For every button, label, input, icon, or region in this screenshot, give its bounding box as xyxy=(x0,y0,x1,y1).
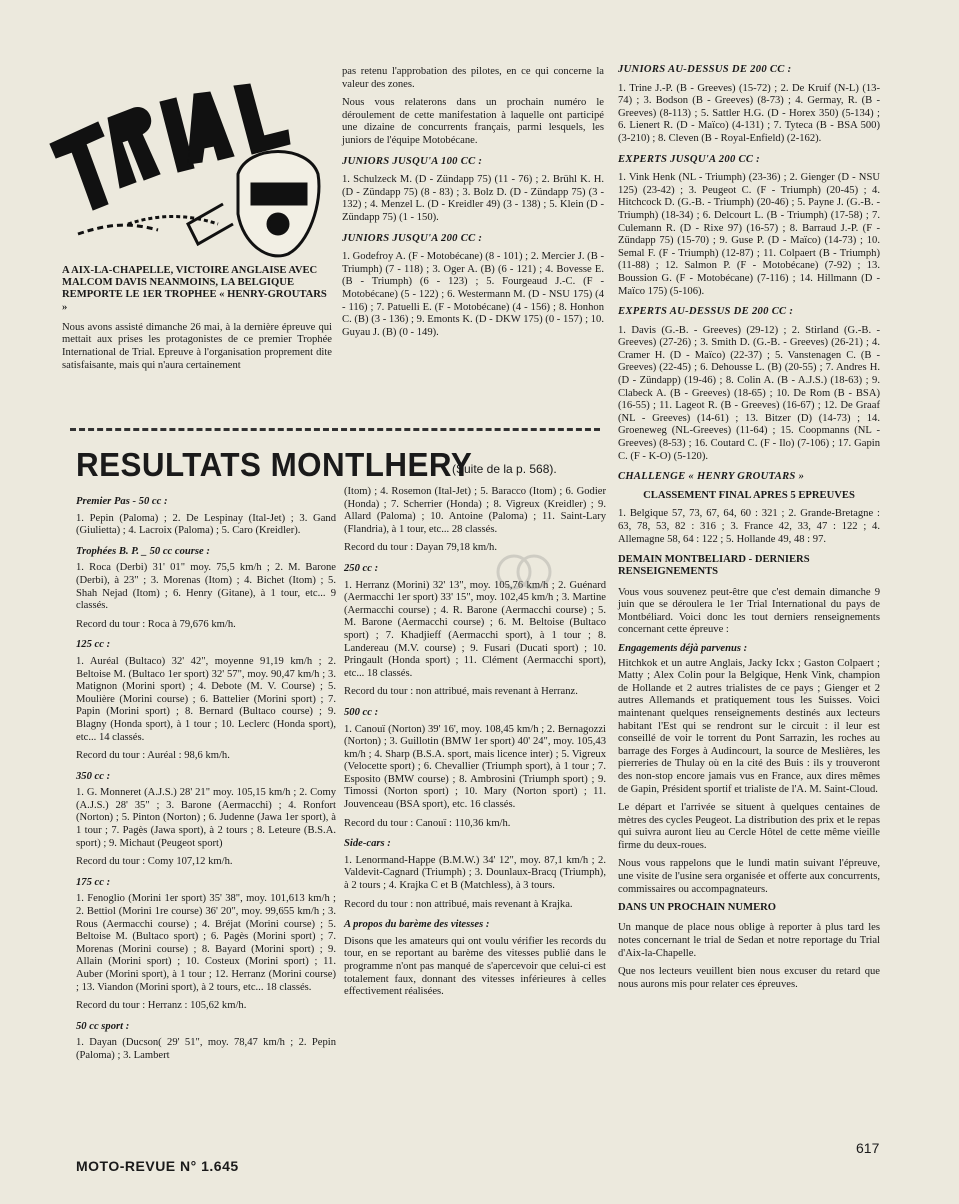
intro-paragraph-2: pas retenu l'approbation des pilotes, en ce qui concerne la valeur des zones. xyxy=(342,66,604,90)
watermark-logo xyxy=(494,552,554,592)
challenge-heading: CHALLENGE « HENRY GROUTARS » xyxy=(618,471,805,483)
trophees-heading: Trophées B. P. _ 50 cc course : xyxy=(76,545,210,557)
class-500-record: Record du tour : Canouï : 110,36 km/h. xyxy=(344,817,511,829)
right-column xyxy=(618,64,880,997)
trophees-record: Record du tour : Roca à 79,676 km/h. xyxy=(76,618,236,630)
engagements-label: Engagements déjà parvenus : xyxy=(618,642,748,654)
magazine-issue: MOTO-REVUE N° 1.645 xyxy=(76,1158,239,1174)
sidecars-heading: Side-cars : xyxy=(344,838,391,850)
experts-over-200-heading: EXPERTS AU-DESSUS DE 200 CC : xyxy=(618,306,794,318)
juniors-over-200-results: 1. Trine J.-P. (B - Greeves) (15-72) ; 2. De Kruif (N-L) (13-74) ; 3. Bodson (B - Greeves) (8-73) ; 4. Germay, R. (B - Greeves) (8-113) ; 5. Sattler H.G. (D - Horex 350) (5-134) ; 6. Lienert R. (D - Maïco) (4-131) ; 7. Tyteca (B - BSA 500) (3-210) ; 8. Cleven (B - Royal-Enfield) (2-162). xyxy=(618,82,880,144)
class-125-heading: 125 cc : xyxy=(76,639,111,651)
class-175-heading: 175 cc : xyxy=(76,876,111,888)
class-350-record: Record du tour : Comy 107,12 km/h. xyxy=(76,856,233,868)
prochain-heading: DANS UN PROCHAIN NUMERO xyxy=(618,902,777,914)
intro-paragraph-3: Nous vous relaterons dans un prochain numéro le déroulement de cette manifestation à laquelle ont participé une dizaine de concurrents français, parmi lesquels, les juniors de l'équipe Motobécane. xyxy=(342,97,604,146)
intro-left-column xyxy=(62,265,332,378)
juniors-100-results: 1. Schulzeck M. (D - Zündapp 75) (11 - 76) ; 2. Brühl K. H. (D - Zündapp 75) (8 - 83) ; 3. Bolz D. (D - Zündapp 75) (3 - 132) ; 4. Menzel L. (D - Kreidler 49) (3 - 138) ; 5. Klein (D - Zündapp 75) (1 - 150). xyxy=(342,174,604,223)
experts-200-heading: EXPERTS JUSQU'A 200 CC : xyxy=(618,153,761,165)
results-left-column xyxy=(76,488,336,1069)
trophees-results: 1. Roca (Derbi) 31' 01" moy. 75,5 km/h ; 2. M. Barone (Derbi), à 23" ; 3. Morenas (Itom) ; 4. Bichet (Itom) ; 5. Shah Nejad (Itom) ; 6. Henry (Gitane), à 1 tour, etc... 9 classés. xyxy=(76,562,336,612)
premier-pas-results: 1. Pepin (Paloma) ; 2. De Lespinay (Ital-Jet) ; 3. Gand (Giulietta) ; 4. Lacroix (Paloma) ; 5. Caro (Kreidler). xyxy=(76,512,336,537)
juniors-200-results: 1. Godefroy A. (F - Motobécane) (8 - 101) ; 2. Mercier J. (B - Triumph) (7 - 118) ; 3. Oger A. (B) (6 - 121) ; 4. Bovesse E. (B - Triumph) (6 - 123) ; 5. Fourgeaud J.-C. (F - Motobécane) (5 - 122) ; 6. Westermann M. (D - NSU 175) (4 - 116) ; 7. Patuelli E. (F - Motobécane) (4 - 156) ; 8. Honhon C. (B) (3 - 136) ; 9. Emonts K. (D - DKW 175) (0 - 157) ; 10. Guyau J. (B) (0 - 149). xyxy=(342,251,604,338)
sidecars-results: 1. Lenormand-Happe (B.M.W.) 34' 12", moy. 87,1 km/h ; 2. Valdevit-Cagnard (Triumph) ; 3. Dounlaux-Bracq (Triumph), à 2 tours ; 4. Krajka C et B (Matchless), à 3 tours. xyxy=(344,854,606,892)
juniors-200-heading: JUNIORS JUSQU'A 200 CC : xyxy=(342,232,483,244)
demain-paragraph-2: Hitchkok et un autre Anglais, Jacky Ickx ; Gaston Colpaert ; Matty ; Alex Colin pour la Belgique, Henk Vink, champion de Hollande et 2 autres trialistes de ce pays ; Gienger et 2 autres Allemands et pratiquement tous les Suisses. Voici maintenant quelques renseignements destinés aux lecteurs habitant l'Est qui se rendront sur le circuit : il leur est conseillé de voir le torrent du Pont Sarrazin, les roches au barrage des Forges à Audincourt, la source de Meslières, les pierreries de Thulay où en la cité des Buis : ils y trouveront des non-stop encore jamais vus en France, aux dires mêmes de Gapin, Président sportif et trialiste de l'A. M. Saint-Cloud. xyxy=(618,657,880,795)
challenge-results: 1. Belgique 57, 73, 67, 64, 60 : 321 ; 2. Grande-Bretagne : 63, 78, 53, 82 : 316 ; 3. France 42, 33, 47 : 122 ; 4. Allemagne 58, 64 : 122 ; 5. Hollande 49, 48 : 97. xyxy=(618,508,880,545)
demain-paragraph-1: Vous vous souvenez peut-être que c'est demain dimanche 9 juin que se déroulera le 1er Trial International du pays de Montbéliard. Voici donc les tout derniers renseignements concernant cette épreuve : xyxy=(618,586,880,636)
class-250-results: 1. Herranz (Morini) 32' 13", moy. 105,76 km/h ; 2. Guénard (Aermacchi 1er sport) 33' 15", moy. 102,45 km/h ; 3. Martine (Aermacchi course) ; 4. R. Barone (Aermacchi course) ; 5. M. Barone (Aermacchi course) ; 6. M. Beltoise (Bultaco sport) ; 7. Khadjieff (Aermacchi sport), à 1 tour ; 8. Landereau (M.V. course) ; 9. Fusari (Ducati sport) ; 10. Pringault (Honda sport) ; 11. Clément (Aermacchi sport), etc... 18 classés. xyxy=(344,579,606,679)
demain-paragraph-3: Nous vous rappelons que le lundi matin suivant l'épreuve, une visite de l'usine sera organisée et offerte aux concurrents, commissaires ou accompagnateurs. xyxy=(618,858,880,895)
class-50-sport-results-cont: (Itom) ; 4. Rosemon (Ital-Jet) ; 5. Baracco (Itom) ; 6. Godier (Honda) ; 7. Scherrier (Honda) ; 8. Vigreux (Kreidler) ; 9. Allard (Paloma) ; 10. Antoine (Paloma) ; 11. Saint-Lary (Flandria), à 1 tour, etc... 28 classés. xyxy=(344,486,606,535)
class-350-heading: 350 cc : xyxy=(76,770,111,782)
demain-heading: DEMAIN MONTBELIARD - DERNIERS RENSEIGNEMENTS xyxy=(618,554,810,578)
class-350-results: 1. G. Monneret (A.J.S.) 28' 21" moy. 105,15 km/h ; 2. Comy (A.J.S.) 28' 35" ; 3. Barone (Aermacchi) ; 4. Ronfort (Norton) ; 5. Pinton (Norton) ; 6. Judenne (Jawa 1er sport), à 1 tour ; 7. Pagès (Jawa sport), à 2 tours ; 8. Leteure (B.S.A. sport) ; 9. Michaut (Peugeot sport) xyxy=(76,787,336,849)
intro-paragraph-1: Nous avons assisté dimanche 26 mai, à la dernière épreuve qui mettait aux prises les protagonistes de ce premier Trophée International de Trial. Epreuve à l'organisation proprement dite satisfaisante, mais qui n'aura certainement xyxy=(62,321,332,371)
class-50-sport-results: 1. Dayan (Ducson( 29' 51", moy. 78,47 km/h ; 2. Pepin (Paloma) ; 3. Lambert xyxy=(76,1037,336,1061)
prochain-paragraph-1: Un manque de place nous oblige à reporter à plus tard les notes concernant le trial de Sedan et notre reportage du Trial d'Aix-la-Chapelle. xyxy=(618,922,880,959)
class-125-results: 1. Auréal (Bultaco) 32' 42", moyenne 91,19 km/h ; 2. Beltoise M. (Bultaco 1er sport) 32' 57", moy. 90,47 km/h ; 3. Matignon (Morini sport) ; 4. Debote (M. V. Course) ; 5. Moulière (Morini course) ; 6. Battelier (Morini sport) ; 7. Papin (Morini sport) ; 8. Bernard (Bultaco course) ; 9. Blagny (Honda sport), à 1 tour ; 10. Leclerc (Honda sport), etc... 14 classés. xyxy=(76,655,336,743)
sidecars-record: Record du tour : non attribué, mais revenant à Krajka. xyxy=(344,898,573,910)
prochain-paragraph-2: Que nos lecteurs veuillent bien nous excuser du retard que nous aurons mis pour relater ces épreuves. xyxy=(618,966,880,990)
class-250-heading: 250 cc : xyxy=(344,562,379,574)
results-continued-note: (Suite de la p. 568). xyxy=(452,462,557,476)
class-175-record: Record du tour : Herranz : 105,62 km/h. xyxy=(76,1000,247,1012)
results-middle-column xyxy=(344,486,606,1005)
class-125-record: Record du tour : Auréal : 98,6 km/h. xyxy=(76,750,230,762)
class-50-sport-heading: 50 cc sport : xyxy=(76,1020,130,1032)
intro-headline: A AIX-LA-CHAPELLE, VICTOIRE ANGLAISE AVEC MALCOM DAVIS NEANMOINS, LA BELGIQUE REMPORTE LE 1ER TROPHEE « HENRY-GROUTARS » xyxy=(62,265,327,313)
bareme-heading: A propos du barème des vitesses : xyxy=(344,919,490,931)
bareme-text: Disons que les amateurs qui ont voulu vérifier les records du tour, en se reportant au barème des vitesses publié dans le programme n'ont pas manqué de s'apercevoir que celui-ci est totalement faux, donnant des vitesses inférieures à celles effectivement réalisées. xyxy=(344,935,606,998)
premier-pas-heading: Premier Pas - 50 cc : xyxy=(76,496,168,507)
trial-logo-illustration xyxy=(38,74,330,262)
results-title: RESULTATS MONTLHERY xyxy=(76,446,473,483)
experts-200-results: 1. Vink Henk (NL - Triumph) (23-36) ; 2. Gienger (D - NSU 125) (23-42) ; 3. Peugeot C. (F - Triumph) (20-45) ; 4. Hitchcock D. (G.-B. - Triumph) (20-46) ; 5. Payne J. (G.-B. - Triumph) (18-34) ; 6. Delcourt L. (B - Triumph) (17-58) ; 7. Culemann R. (D - Rixe 97) (16-57) ; 8. Barraud J.-P. (F - Zündapp 75) (15-70) ; 9. Guse P. (D - Maïco) (14-73) ; 10. Semal F. (F - Triumph) (12-87) ; 11. Colpaert (B - Triumph) (11-88) ; 12. Salmon P. (F - Motobécane) (7-92) ; 13. Boussion G. (F - Motobécane) (7-116) ; 14. Hillmann (D - Maïco 175) (5-106). xyxy=(618,172,880,297)
rider-figure xyxy=(78,152,319,256)
class-500-heading: 500 cc : xyxy=(344,706,379,718)
intro-middle-column xyxy=(342,66,604,345)
class-500-results: 1. Canouï (Norton) 39' 16', moy. 108,45 km/h ; 2. Bernagozzi (Norton) ; 3. Guillotin (BMW 1er sport) 40' 24", moy. 105,43 km/h ; 4. Sharp (B.S.A. sport, mais licence inter) ; 5. Vigreux (Velocette sport) ; 6. Chevallier (Triumph sport), à 1 tour ; 7. Esposito (BMW course) ; 8. Ambrosini (Triumph sport) ; 9. Timossi (Norton sport) ; 10. Mary (Norton sport) ; 11. Jouvenceau (BSA sport), etc. 16 classés. xyxy=(344,723,606,811)
challenge-classement: CLASSEMENT FINAL APRES 5 EPREUVES xyxy=(643,489,855,501)
juniors-100-heading: JUNIORS JUSQU'A 100 CC : xyxy=(342,155,483,167)
page-number: 617 xyxy=(856,1140,880,1156)
class-175-results: 1. Fenoglio (Morini 1er sport) 35' 38", moy. 101,613 km/h ; 2. Bettiol (Morini 1re course) 36' 20", moy. 99,655 km/h ; 3. Rous (Aermacchi course) ; 4. Bréjat (Morini course) ; 5. Beltoise M. (Bultaco sport) ; 6. Pagès (Morini sport) ; 7. Morenas (Morini course) ; 8. Bayard (Morini sport) ; 9. Allain (Morini sport) ; 10. Costeux (Morini sport) ; 11. Auber (Morini sport), à 1 tour ; 12. Herranz (Morini course) ; 13. Viandon (Morini sport), à 2 tours, etc... 18 classés. xyxy=(76,893,336,993)
experts-over-200-results: 1. Davis (G.-B. - Greeves) (29-12) ; 2. Stirland (G.-B. - Greeves) (27-26) ; 3. Smith D. (G.-B. - Greeves) (26-21) ; 4. Cramer H. (D - Maïco) (22-37) ; 5. Vanstenagen C. (B - Greeves) (22-45) ; 6. Dehousse L. (B) (20-55) ; 7. Andres H. (D - Zündapp) (19-46) ; 8. Colin A. (B - A.J.S.) (18-63) ; 9. Clabeck A. (B - Greeves) (18-65) ; 10. De Rom (B - BSA) (16-55) ; 11. Lageot R. (B - Greeves) (16-67) ; 12. De Graaf (NL - Greeves) (14-61) ; 13. Bitzer (D) (14-73) ; 14. Groeneweg (NL-Greeves) (11-64) ; 15. Coopmanns (NL - Greeves) (8-53) ; 16. Coutard C. (F - Ilo) (7-106) ; 17. Gapin C. (F - K-O) (5-120). xyxy=(618,324,880,462)
section-divider xyxy=(70,428,600,431)
juniors-over-200-heading: JUNIORS AU-DESSUS DE 200 CC : xyxy=(618,64,792,75)
class-250-record: Record du tour : non attribué, mais revenant à Herranz. xyxy=(344,686,578,698)
depart-paragraph: Le départ et l'arrivée se situent à quelques centaines de mètres des cycles Peugeot. La distribution des prix et le repas qui suivra auront lieu au Cercle Hôtel de cette même vieille firme du deux-roues. xyxy=(618,802,880,851)
class-50-sport-record: Record du tour : Dayan 79,18 km/h. xyxy=(344,542,497,554)
